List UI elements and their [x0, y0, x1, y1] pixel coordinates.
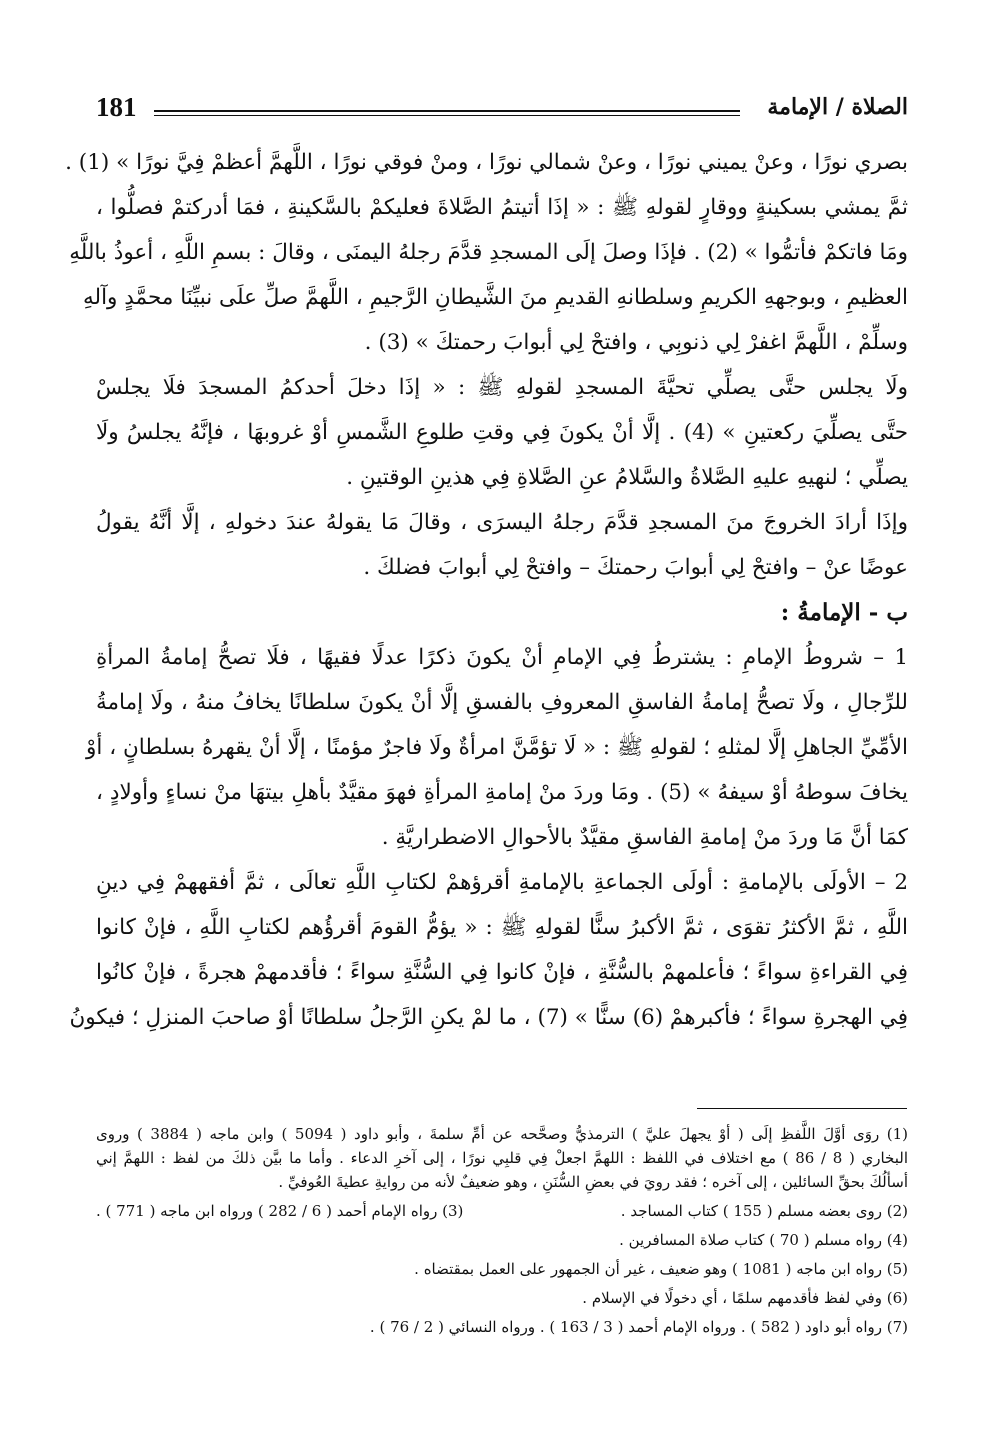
footnote-3: (3) رواه الإمام أحمد ( 6 / 282 ) ورواه ابن ماجه ( 771 ) .	[96, 1202, 464, 1220]
paragraph	[69, 860, 908, 1040]
running-title: الصلاة / الإمامة	[767, 94, 908, 120]
paragraph	[86, 635, 908, 860]
text-line: يخافَ سوطهُ أوْ سيفهُ » (5) . ومَا وردَ منْ إمامةِ المرأةِ فهوَ مقيَّدٌ بأهلِ بيتهَا منْ نساءٍ وأولادٍ ،	[96, 780, 908, 805]
header-rule-thin	[154, 115, 740, 116]
main-text	[65, 140, 908, 1040]
text-line: 2 – الأولَى بالإمامةِ : أولَى الجماعةِ بالإمامةِ أقرؤهمْ لكتابِ اللَّهِ تعالَى ، ثمَّ أفقههمْ فِي دينِ	[96, 870, 908, 895]
paragraph	[96, 365, 908, 500]
text-line: وإذَا أرادَ الخروجَ منَ المسجدِ قدَّمَ رجلهُ اليسرَى ، وقالَ مَا يقولهُ عندَ دخولهِ ، إلَّا أنَّهُ يقولُ	[96, 510, 908, 535]
text-line: فِي الهجرةِ سواءً ؛ فأكبرهمْ (6) سنًّا » (7) ، ما لمْ يكنِ الرَّجلُ سلطانًا أوْ صاحبَ المنزلِ ؛ فيكونُ	[69, 1005, 908, 1030]
text-line: وسلِّمْ ، اللَّهمَّ اغفرْ لِي ذنوبِي ، وافتحْ لِي أبوابَ رحمتكَ » (3) .	[364, 330, 908, 355]
footnote-2: (2) روى بعضه مسلم ( 155 ) كتاب المساجد .	[620, 1202, 908, 1220]
footnote-line: أسألُكَ بحقِّ السائلين ، إلى آخره ؛ فقد رويَ في بعضِ السُّنَنِ ، وهو ضعيفٌ لأنه من روايةِ عطيةَ العُوفيِّ .	[278, 1173, 908, 1191]
text-line: ومَا فاتكمْ فأتمُّوا » (2) . فإذَا وصلَ إلَى المسجدِ قدَّمَ رجلهُ اليمنَى ، وقالَ : بسمِ اللَّهِ ، أعوذُ باللَّهِ	[69, 240, 908, 265]
text-line: الأمِّيِّ الجاهلِ إلَّا لمثلهِ ؛ لقولهِ ﷺ : « لَا تؤمَّنَّ امرأةٌ ولَا فاجرٌ مؤمنًا ، إلَّا أنْ يقهرهُ بسلطانٍ ، أوْ	[86, 735, 908, 760]
text-line: بصري نورًا ، وعنْ يميني نورًا ، وعنْ شمالي نورًا ، ومنْ فوقي نورًا ، اللَّهمَّ أعظمْ فِيَّ نورًا » (1) .	[65, 150, 908, 175]
text-line: للرِّجالِ ، ولَا تصحُّ إمامةُ الفاسقِ المعروفِ بالفسقِ إلَّا أنْ يكونَ سلطانًا يخافُ منهُ ، ولَا إمامةُ	[96, 690, 908, 715]
text-line: فِي القراءةِ سواءً ؛ فأعلمهمْ بالسُّنَّةِ ، فإنْ كانوا فِي السُّنَّةِ سواءً ؛ فأقدمهمْ هجرةً ، فإنْ كانُوا	[96, 960, 908, 985]
paragraph	[69, 185, 908, 365]
text-line: حتَّى يصلِّيَ ركعتينِ » (4) . إلَّا أنْ يكونَ فِي وقتِ طلوعِ الشَّمسِ أوْ غروبهَا ، فإنَّهُ يجلسُ ولَا	[96, 420, 908, 445]
footnote-4: (4) رواه مسلم ( 70 ) كتاب صلاة المسافرين .	[619, 1231, 908, 1249]
text-line: ولَا يجلس حتَّى يصلِّي تحيَّةَ المسجدِ لقولهِ ﷺ : « إذَا دخلَ أحدكمُ المسجدَ فلَا يجلسْ	[96, 375, 908, 400]
paragraph	[65, 140, 908, 185]
text-line: اللَّهِ ، ثمَّ الأكثرُ تقوَى ، ثمَّ الأكبرُ سنًّا لقولهِ ﷺ : « يؤمُّ القومَ أقرؤُهم لكتابِ اللَّهِ ، فإنْ كانوا	[96, 915, 908, 940]
header-rule	[154, 110, 740, 112]
paragraph	[96, 500, 908, 590]
footnote-6: (6) وفي لفظ فأقدمهم سلمًا ، أي دخولًا في الإسلام .	[582, 1289, 908, 1307]
text-line: عوضًا عنْ – وافتحْ لِي أبوابَ رحمتكَ – وافتحْ لِي أبوابَ فضلكَ .	[363, 555, 908, 580]
footnote-1	[96, 1122, 908, 1194]
footnote-line: (1) روَى أوَّلَ اللَّفظِ إلَى ( أوْ يجهلَ عليَّ ) الترمذيُّ وصحَّحه عن أمِّ سلمةَ ، وأبو داود ( 5094 ) وابن ماجه ( 3884 ) وروى	[96, 1125, 908, 1143]
footnote-separator	[697, 1108, 907, 1109]
footnote-row	[96, 1199, 908, 1223]
text-line: العظيمِ ، وبوجههِ الكريمِ وسلطانهِ القديمِ منَ الشَّيطانِ الرَّجيمِ ، اللَّهمَّ صلِّ علَى نبيِّنَا محمَّدٍ وآلهِ	[83, 285, 908, 310]
footnote-5: (5) رواه ابن ماجه ( 1081 ) وهو ضعيف ، غير أن الجمهور على العمل بمقتضاه .	[414, 1260, 908, 1278]
footnotes	[96, 1122, 908, 1339]
section-heading: ب - الإمامةُ :	[780, 599, 908, 626]
text-line: ثمَّ يمشي بسكينةٍ ووقارٍ لقولهِ ﷺ : « إذَا أتيتمُ الصَّلاةَ فعليكمْ بالسَّكينةِ ، فمَا أدركتمْ فصلُّوا ،	[96, 195, 908, 220]
text-line: كمَا أنَّ مَا وردَ منْ إمامةِ الفاسقِ مقيَّدٌ بالأحوالِ الاضطراريَّةِ .	[381, 825, 908, 850]
page-number: 181	[96, 92, 137, 122]
page-header	[96, 92, 908, 126]
text-line: يصلِّي ؛ لنهيهِ عليهِ الصَّلاةُ والسَّلامُ عنِ الصَّلاةِ فِي هذينِ الوقتينِ .	[346, 465, 908, 490]
footnote-7: (7) رواه أبو داود ( 582 ) . ورواه الإمام أحمد ( 3 / 163 ) . ورواه النسائي ( 2 / 76 ) .	[369, 1318, 908, 1336]
footnote-line: البخاري ( 8 / 86 ) مع اختلاف في اللفظ : اللهمَّ اجعلْ فِي قلبِي نورًا ، إلى آخرِ الدعاء . وأما ما بيَّن ذلكَ من لفظ : اللهمَّ إني	[96, 1149, 909, 1167]
text-line: 1 – شروطُ الإمامِ : يشترطُ فِي الإمامِ أنْ يكونَ ذكرًا عدلًا فقيهًا ، فلَا تصحُّ إمامةُ المرأةِ	[96, 645, 908, 670]
